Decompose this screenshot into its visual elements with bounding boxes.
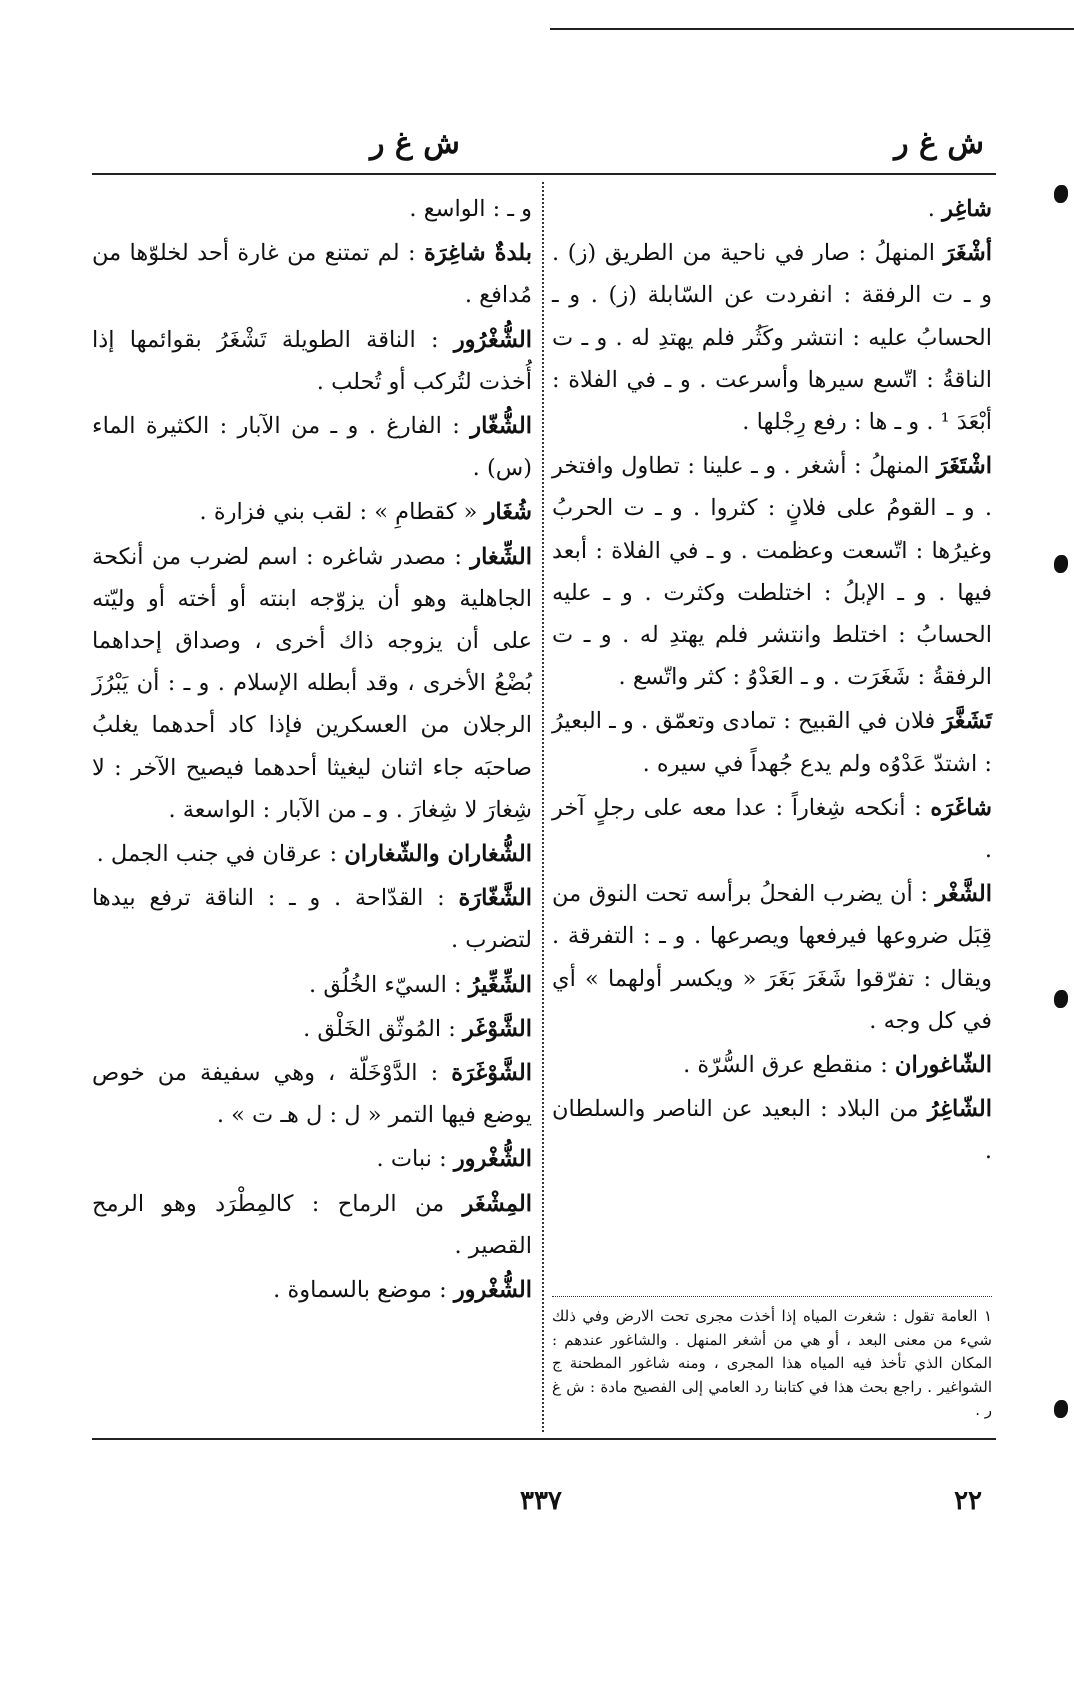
entry-headword: شُغَار	[484, 499, 532, 526]
dictionary-entry	[552, 787, 992, 871]
dictionary-entry	[552, 1088, 992, 1172]
entry-definition: : مصدر شاغره : اسم لضرب من أنكحة الجاهلية وهو أن يزوّجه ابنته أو أخته أو وليّته على أن يزوجه ذاك أخرى ، وصداق إحداهما بُضْعُ الأخرى ، وقد أبطله الإسلام . و ـ : أن يَبْرُزَ الرجلان من العسكرين فإذا كاد أحدهما يغلبُ صاحبَه جاء اثنان ليغيثا أحدهما فيصيح الآخر : لا شِغارَ لا شِغارَ . و ـ من الآبار : الواسعة .	[92, 543, 532, 823]
entry-definition: : أنكحه شِغاراً : عدا معه على رجلٍ آخر .	[552, 794, 992, 864]
entry-headword: الشُّغّار	[470, 413, 532, 440]
dictionary-entry	[92, 405, 532, 489]
page-number-right: ٢٢	[954, 1486, 982, 1516]
dictionary-entry	[92, 1052, 532, 1136]
margin-mark	[1054, 555, 1068, 573]
dictionary-entry	[92, 1008, 532, 1050]
dictionary-entry	[552, 232, 992, 443]
entry-definition: : نبات .	[376, 1146, 454, 1173]
footnote: ١ العامة تقول : شغرت المياه إذا أخذت مجرى تحت الارض وفي ذلك شيء من معنى البعد ، أو هي من أشغر المنهل . والشاغور عندهم : المكان الذي تأخذ فيه المياه هذا المجرى ، ومنه شاغور المطحنة ج الشواغير . راجع بحث هذا في كتابنا رد العامي إلى الفصيح مادة : ش غ ر .	[552, 1296, 992, 1423]
entry-headword: الشُّغاران والشّغاران	[344, 841, 532, 868]
dictionary-entry	[92, 232, 532, 316]
dictionary-entry	[552, 873, 992, 1042]
entry-headword: شاغَرَه	[930, 794, 992, 821]
entry-definition: : السيّء الخُلُق .	[309, 971, 469, 998]
entry-headword: الشِّغِّيرُ	[468, 971, 532, 998]
entry-headword: الشُّغْرور	[453, 1277, 532, 1304]
dictionary-entry	[552, 1044, 992, 1086]
entry-definition: المنهلُ : صار في ناحية من الطريق (ز) . و ـ ت الرفقة : انفردت عن السّابلة (ز) . و ـ الحسابُ عليه : انتشر وكَثُر فلم يهتدِ له . و ـ ت الناقةُ : اتّسع سيرها وأسرعت . و ـ في الفلاة : أبْعَدَ ¹ . و ـ ها : رفع رِجْلها .	[552, 240, 992, 436]
entry-headword: الشّاغِرُ	[927, 1096, 992, 1123]
top-rule	[550, 28, 1074, 30]
entry-headword: الشَّوْغَر	[463, 1015, 532, 1042]
dictionary-entry	[92, 1269, 532, 1311]
dictionary-entry	[552, 188, 992, 230]
dictionary-entry	[92, 833, 532, 875]
footer-rule	[92, 1438, 996, 1440]
entry-headword: الشَّوْغَرَة	[451, 1060, 532, 1087]
entry-definition: : المُوثّق الخَلْق .	[303, 1015, 464, 1042]
entry-definition: فلان في القبيح : تمادى وتعمّق . و ـ البعيرُ : اشتدّ عَدْوُه ولم يدع جُهداً في سيره .	[552, 708, 992, 777]
entry-definition: : القدّاحة . و ـ : الناقة ترفع بيدها لتضرب .	[92, 885, 532, 954]
margin-mark	[1054, 1400, 1068, 1418]
right-column	[552, 188, 992, 1175]
dictionary-entry	[92, 536, 532, 831]
entry-definition: .	[927, 196, 943, 222]
dictionary-entry	[552, 445, 992, 698]
entry-definition: : عرقان في جنب الجمل .	[96, 841, 345, 868]
entry-headword: أشْغَرَ	[943, 240, 992, 267]
entry-headword: الشُّغْرور	[453, 1146, 532, 1173]
entry-definition: : الفارغ . و ـ من الآبار : الكثيرة الماء (س) .	[92, 413, 532, 482]
entry-headword: بلدةٌ شاغِرَة	[423, 240, 532, 267]
dictionary-entry	[92, 964, 532, 1006]
entry-definition: و ـ : الواسع .	[409, 196, 532, 222]
running-head-left: ش غ ر	[370, 126, 460, 161]
running-head-right: ش غ ر	[894, 126, 984, 161]
entry-definition: « كقطامِ » : لقب بني فزارة .	[199, 499, 485, 526]
column-divider	[542, 182, 544, 1432]
margin-mark	[1054, 990, 1068, 1008]
entry-definition: : لم تمتنع من غارة أحد لخلوّها من مُدافع .	[92, 240, 532, 309]
entry-headword: الشَّغْر	[935, 881, 992, 908]
entry-headword: اشْتَغَرَ	[936, 453, 992, 480]
header-rule	[92, 173, 996, 175]
dictionary-entry	[92, 491, 532, 533]
dictionary-entry	[552, 700, 992, 784]
dictionary-entry	[92, 1138, 532, 1180]
entry-headword: الشِّغار	[470, 543, 532, 570]
entry-headword: المِشْغَر	[462, 1190, 532, 1217]
entry-headword: الشُّغْرُور	[453, 326, 532, 353]
entry-definition: : موضع بالسماوة .	[273, 1277, 454, 1304]
entry-definition: من البلاد : البعيد عن الناصر والسلطان .	[552, 1096, 992, 1165]
margin-mark	[1054, 185, 1068, 203]
dictionary-entry	[92, 1183, 532, 1267]
entry-definition: : الناقة الطويلة تَشْغَرُ بقوائمها إذا أُخذت لتُركب أو تُحلب .	[92, 326, 532, 395]
dictionary-entry	[92, 188, 532, 230]
entry-definition: المنهلُ : أشغر . و ـ علينا : تطاول وافتخر . و ـ القومُ على فلانٍ : كثروا . و ـ ت الحربُ وغيرُها : اتّسعت وعظمت . و ـ في الفلاة : أبعد فيها . و ـ الإبلُ : اختلطت وكثرت . و ـ عليه الحسابُ : اختلط وانتشر فلم يهتدِ له . و ـ ت الرفقةُ : شَغَرَت . و ـ العَدْوُ : كثر واتّسع .	[552, 453, 992, 691]
entry-headword: تَشَغَّرَ	[942, 708, 992, 735]
dictionary-entry	[92, 877, 532, 961]
entry-definition: من الرماح : كالمِطْرَد وهو الرمح القصير .	[92, 1190, 532, 1259]
entry-headword: شاغِر	[942, 196, 992, 222]
dictionary-entry	[92, 319, 532, 403]
left-column	[92, 188, 532, 1313]
entry-definition: : الدَّوْخَلّة ، وهي سفيفة من خوص يوضع فيها التمر « ل : ل هـ ت » .	[92, 1060, 532, 1129]
page-number-left: ٣٣٧	[520, 1486, 562, 1516]
entry-definition: : منقطع عرق السُّرّة .	[683, 1052, 895, 1079]
entry-headword: الشَّغّارَة	[458, 885, 532, 912]
entry-headword: الشّاغوران	[894, 1052, 992, 1079]
entry-definition: : أن يضرب الفحلُ برأسه تحت النوق من قِبَل ضروعها فيرفعها ويصرعها . و ـ : التفرقة . ويقال : تفرّقوا شَغَرَ بَغَرَ « ويكسر أولهما » أي في كل وجه .	[552, 881, 992, 1034]
